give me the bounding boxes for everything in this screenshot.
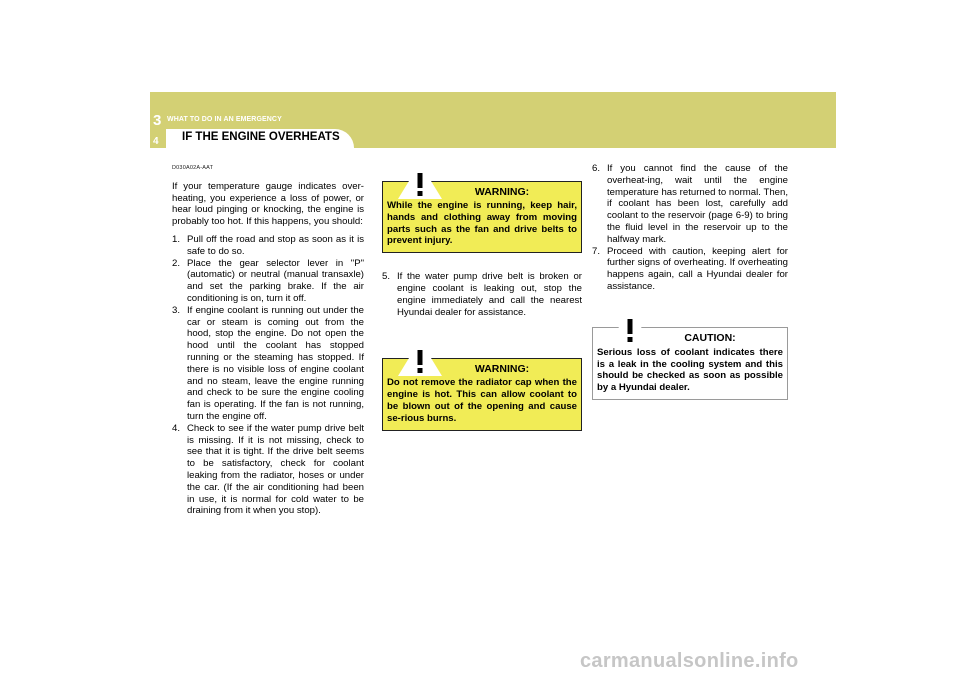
warning-box-radiator-cap [382, 358, 582, 430]
section-title: IF THE ENGINE OVERHEATS [182, 131, 340, 143]
list-item: 5. If the water pump drive belt is broken or engine coolant is leaking out, stop the engine immediately and call the nearest Hyundai dealer for assistance. [382, 271, 582, 318]
warning-text: While the engine is running, keep hair, hands and clothing away from moving parts such as the fan and drive belts to prevent injury. [387, 200, 577, 247]
list-item: 3. If engine coolant is running out under the car or steam is coming out from the hood, stop the engine. Do not open the hood until the coolant has stopped running or the steaming has stopped. If there is no visible loss of engine coolant and no steam, leave the engine running and check to be sure the engine cooling fan is operating. If the fan is not running, turn the engine off. [172, 304, 364, 422]
list-item: 4. Check to see if the water pump drive belt is missing. If it is not missing, check to see that it is tight. If the drive belt seems to be satisfactory, check for coolant leaking from the radiator, hoses or under the car. (If the air conditioning had been in use, it is normal for cold water to be draining from it when you stop). [172, 422, 364, 517]
list-item: 2. Place the gear selector lever in "P" (automatic) or neutral (manual transaxle) and set the parking brake. If the air conditioning is on, turn it off. [172, 257, 364, 304]
warning-text: Do not remove the radiator cap when the engine is hot. This can allow coolant to be blown out of the opening and cause se-rious burns. [387, 377, 577, 424]
chapter-number: 3 [153, 112, 162, 129]
warning-heading: WARNING: [474, 186, 530, 198]
column-left [172, 163, 364, 517]
column-middle [382, 163, 582, 431]
list-item: 7. Proceed with caution, keeping alert for further signs of overheating. If overheating happens again, call a Hyundai dealer for assistance. [592, 245, 788, 292]
caution-box-coolant-loss [592, 327, 788, 400]
watermark: carmanualsonline.info [580, 650, 799, 672]
caution-heading: CAUTION: [684, 331, 736, 344]
warning-box-moving-parts [382, 181, 582, 253]
chapter-title: WHAT TO DO IN AN EMERGENCY [167, 116, 282, 123]
list-item: 6. If you cannot find the cause of the overheat-ing, wait until the engine temperature has returned to normal. Then, if coolant has been lost, carefully add coolant to the reservoir (page 6-9) to bring the fluid level in the reservoir up to the halfway mark. [592, 163, 788, 245]
column-right [592, 163, 788, 400]
intro-paragraph: If your temperature gauge indicates over-heating, you experience a loss of power, or hear loud pinging or knocking, the engine is probably too hot. If this happens, you should: [172, 180, 364, 228]
steps-list-1 [172, 234, 364, 517]
warning-heading: WARNING: [474, 363, 530, 376]
steps-list-2 [592, 163, 788, 293]
list-item: 1. Pull off the road and stop as soon as it is safe to do so. [172, 233, 364, 257]
page-number: 4 [153, 136, 159, 147]
section-code: D030A02A-AAT [172, 165, 214, 171]
caution-text: Serious loss of coolant indicates there is a leak in the cooling system and this should be checked as soon as possible by a Hyundai dealer. [597, 346, 783, 394]
